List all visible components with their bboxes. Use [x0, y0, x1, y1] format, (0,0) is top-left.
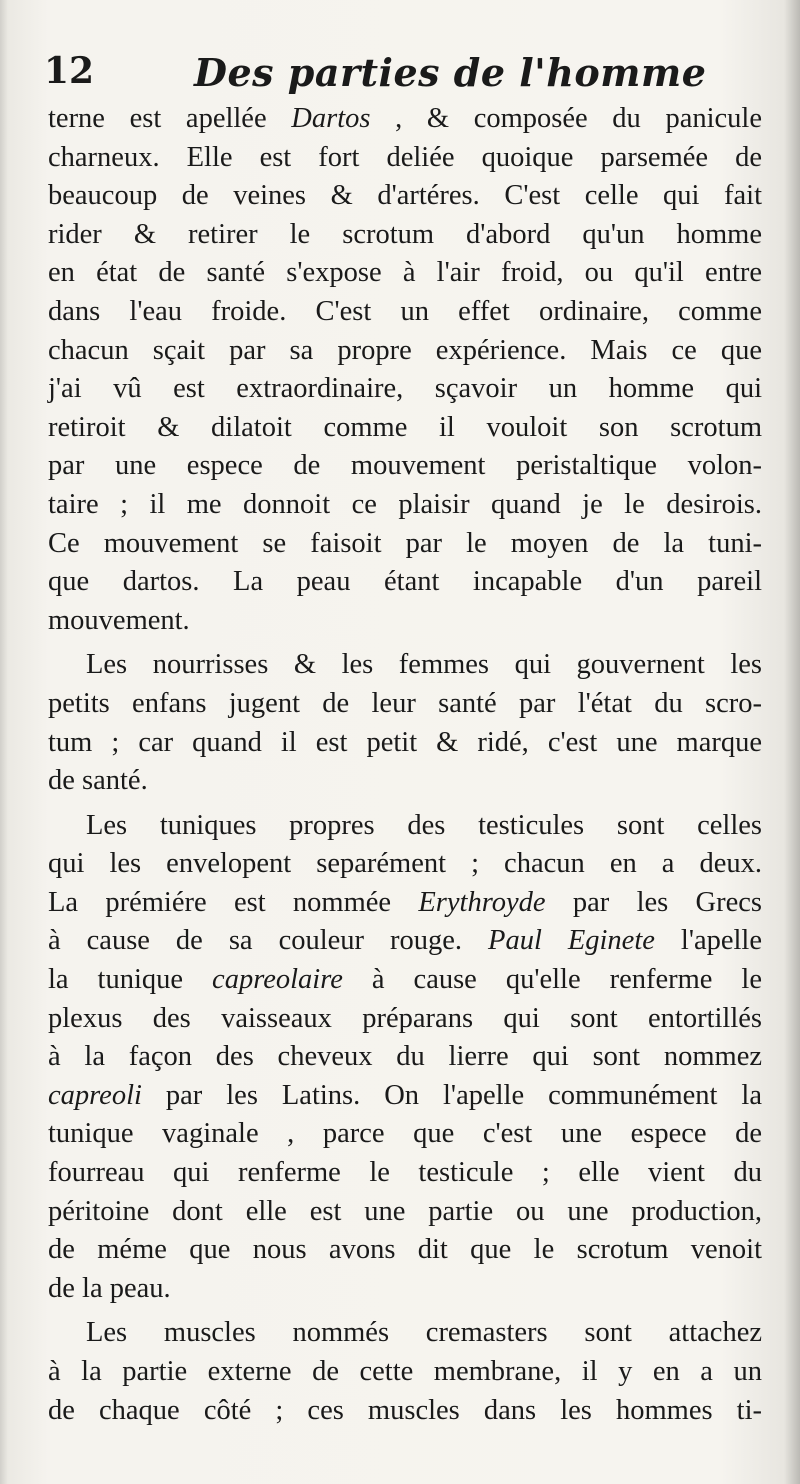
text-span: par les Latins. On l'apelle communément la [141, 1079, 762, 1111]
text-span: la tunique [48, 964, 213, 996]
text-line [48, 139, 762, 178]
text-span: fourreau qui renferme le testicule ; elle vient du [48, 1157, 762, 1189]
page-shadow-left [0, 0, 8, 1484]
text-span: plexus des vaisseaux préparans qui sont entortillés [48, 1002, 762, 1034]
italic-term: capreolaire [212, 964, 343, 996]
text-line [48, 884, 762, 923]
text-line [48, 1000, 762, 1039]
text-span: chacun sçait par sa propre expérience. Mais ce que [48, 334, 762, 366]
text-span: l'apelle [654, 925, 762, 957]
text-line [48, 1270, 762, 1309]
text-line [48, 1077, 762, 1116]
text-span: petits enfans jugent de leur santé par l'état du scro- [48, 687, 762, 719]
text-line [48, 602, 762, 641]
text-span: de santé. [48, 765, 148, 797]
paragraph [48, 100, 762, 640]
text-line [48, 1314, 762, 1353]
italic-term: Erythroyde [418, 886, 546, 918]
text-span: que dartos. La peau étant incapable d'un pareil [48, 566, 762, 598]
text-line [48, 1154, 762, 1193]
text-span: à la façon des cheveux du lierre qui sont nommez [48, 1041, 762, 1073]
page-header [44, 50, 760, 100]
italic-term: Dartos [291, 103, 371, 134]
text-span: par une espece de mouvement peristaltique volon- [48, 450, 762, 482]
text-line [48, 100, 762, 139]
text-span: de méme que nous avons dit que le scrotum venoit [48, 1234, 762, 1266]
text-line [48, 216, 762, 255]
text-span: beaucoup de veines & d'artéres. C'est celle qui fait [48, 180, 762, 212]
paragraph [48, 807, 762, 1309]
text-span: mouvement. [48, 604, 190, 636]
text-line [48, 254, 762, 293]
text-line [48, 409, 762, 448]
text-span: à la partie externe de cette membrane, il y en a un [48, 1356, 762, 1387]
text-line [48, 370, 762, 409]
text-span: de la peau. [48, 1272, 171, 1304]
italic-term: capreoli [48, 1079, 142, 1111]
text-span: taire ; il me donnoit ce plaisir quand je le desirois. [48, 488, 762, 520]
text-span: charneux. Elle est fort deliée quoique parsemée de [48, 141, 762, 173]
text-line [48, 447, 762, 486]
text-span: en état de santé s'expose à l'air froid, ou qu'il entre [48, 257, 762, 289]
text-line [48, 807, 762, 846]
running-title: Des parties de l'homme [194, 50, 707, 95]
text-line [48, 1392, 762, 1431]
text-span: à cause qu'elle renferme le [342, 964, 762, 996]
body-text [48, 100, 762, 1430]
text-span: Les muscles nommés cremasters sont attachez [86, 1317, 762, 1349]
page-shadow-right [784, 0, 800, 1484]
text-span: qui les envelopent separément ; chacun en a deux. [48, 848, 762, 880]
text-line [48, 1353, 762, 1392]
text-line [48, 724, 762, 763]
text-span: retiroit & dilatoit comme il vouloit son scrotum [48, 411, 762, 443]
text-span: j'ai vû est extraordinaire, sçavoir un homme qui [48, 373, 762, 405]
text-line [48, 922, 762, 961]
page-number: 12 [44, 50, 95, 92]
italic-term: Paul Eginete [488, 925, 655, 957]
text-line [48, 845, 762, 884]
text-span: Ce mouvement se faisoit par le moyen de la tuni- [48, 527, 762, 559]
text-line [48, 1231, 762, 1270]
text-span: péritoine dont elle est une partie ou une production, [48, 1195, 762, 1227]
text-span: tunique vaginale , parce que c'est une espece de [48, 1118, 762, 1150]
text-line [48, 646, 762, 685]
text-line [48, 762, 762, 801]
text-line [48, 293, 762, 332]
text-span: Les nourrisses & les femmes qui gouvernent les [86, 649, 762, 681]
text-line [48, 1038, 762, 1077]
text-span: de chaque côté ; ces muscles dans les hommes ti- [48, 1394, 762, 1426]
paragraph [48, 646, 762, 800]
paragraph [48, 1314, 762, 1430]
text-line [48, 961, 762, 1000]
text-line [48, 177, 762, 216]
text-span: dans l'eau froide. C'est un effet ordinaire, comme [48, 295, 762, 327]
text-line [48, 332, 762, 371]
text-span: , & composée du panicule [370, 103, 762, 134]
text-span: à cause de sa couleur rouge. [48, 925, 489, 957]
text-span: Les tuniques propres des testicules sont celles [86, 809, 762, 841]
text-span: tum ; car quand il est petit & ridé, c'est une marque [48, 726, 762, 758]
text-span: La prémiére est nommée [48, 886, 419, 918]
text-line [48, 486, 762, 525]
text-line [48, 1193, 762, 1232]
text-line [48, 563, 762, 602]
text-line [48, 685, 762, 724]
text-span: rider & retirer le scrotum d'abord qu'un homme [48, 218, 762, 250]
text-span: terne est apellée [48, 103, 292, 134]
text-span: par les Grecs [545, 886, 763, 918]
text-line [48, 525, 762, 564]
text-line [48, 1115, 762, 1154]
